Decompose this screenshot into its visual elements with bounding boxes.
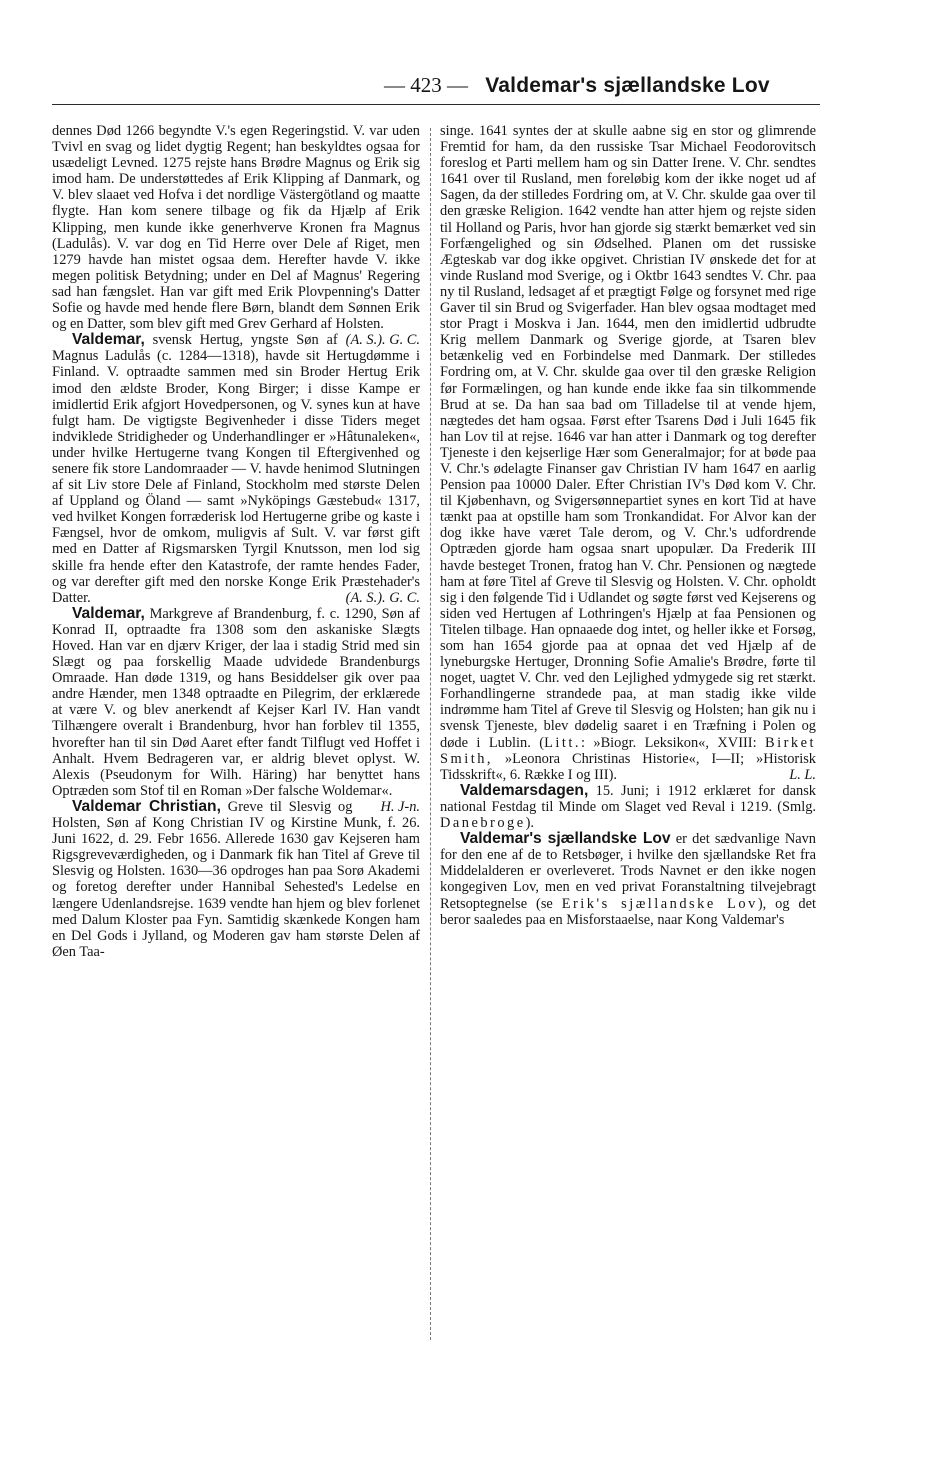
entry-text: Markgreve af Brandenburg, f. c. 1290, Søn af Konrad II, optraadte fra 1308 som den askaniske Slægts Hoved. Han var en djærv Kriger, der laa i stadig Strid med sin Slægt og paa forskellig Maade udvidede Brandenburgs Omraade. Han døde 1319, og hans Besiddelser gik over paa andre Hænder, men 1348 optraadte en Pilegrim, der erklærede at være V. og blev anerkendt af Kejser Karl IV. Han vandt Tilhængere overalt i Brandenburg, hvor han forblev til 1355, hvorefter han til sin Død Aaret efter fandt Tilflugt ved Hoffet i Anhalt. Hvem Bedrageren var, er aldrig blevet oplyst. W. Alexis (Pseudonym for Wilh. Häring) har benyttet hans Optræden som Stof til en Roman »Der falsche Woldemar«. [52, 605, 420, 799]
left-column [52, 123, 420, 960]
continuation-text: dennes Død 1266 begyndte V.'s egen Regeringstid. V. var uden Tvivl en svag og lidet dygtig Regent; han beskyldtes ogsaa for usædeligt Levned. 1275 rejste hans Brødre Magnus og Erik sig imod ham. De understøttedes af Erik Klipping af Danmark, og V. blev slaaet ved Hofva i det nordlige Västergötland og maatte flygte. Han kom senere tilbage og fik da Hjælp af Erik Klipping, men kunde ikke generhverve Kronen fra Magnus (Ladulås). V. var dog en Tid Herre over Dele af Riget, men 1279 havde han mistet ogsaa dem. Herefter havde V. ikke megen politisk Betydning; under en Del af Magnus' Regering sad han fængslet. Han var gift med Erik Plovpenning's Datter Sofie og havde med hende flere Børn, blandt dem Sønnen Erik og en Datter, som blev gift med Grev Gerhard af Holsten. [52, 123, 420, 333]
entry-text: 15. Juni; i 1912 erklæret for dansk national Festdag til Minde om Slaget ved Reval i 1219. (Smlg. [440, 782, 816, 815]
literature-label: Litt. [544, 734, 581, 751]
signature: (A. S.). G. C. [345, 332, 420, 349]
continuation-paragraph [440, 123, 816, 783]
header-rule [52, 104, 820, 105]
entry-valdemars-sjaellandske-lov [440, 831, 816, 928]
entry-valdemar-hertug [52, 332, 420, 606]
column-divider [430, 128, 431, 1340]
cross-reference: Erik's sjællandske Lov [561, 895, 758, 912]
page-number: — 423 — [384, 73, 468, 97]
signature: H. J-n. [380, 798, 420, 815]
headword: Valdemar, [72, 331, 145, 349]
continuation-text: singe. 1641 syntes der at skulle aabne sig en stor og glimrende Fremtid for ham, da den russiske Tsar Michael Feodorovitsch foreslog et Parti mellem ham og sin Datter Irene. V. Chr. sendtes 1641 over til Rusland, men foreløbig kom der ikke noget ud af Sagen, da der stilledes Fordring om, at V. Chr. skulde gaa over til den græske Religion. 1642 vendte han atter hjem og rejste siden til Holland og Paris, hvor han gjorde sig stærkt bemærket ved sin Forfængelighed og sin Ødselhed. Planen om det russiske Ægteskab var dog ikke opgivet. Christian IV ønskede det for at vinde Rusland mod Sverige, og i Oktbr 1643 sendtes V. Chr. paa ny til Rusland, ledsaget af et prægtigt Følge og forsynet med rige Gaver til sin Brud og Svigerfader. Han blev ogsaa modtaget med stor Pragt i Moskva i Jan. 1644, men den imidlertid udbrudte Krig mellem Danmark og Sverige gjorde, at Tsaren blev betænkelig ved en Forbindelse med Danmark. Der stilledes Fordring om, at V. Chr. skulde gaa over til den græske Religion før Formælingen, og han kunde ende ikke faa sin tilkommende Brud at se. Da han saa bad om Tilladelse til at vende hjem, nægtedes det ham ogsaa. Først efter Tsarens Død i Juli 1645 fik han Lov til at rejse. 1646 var han atter i Danmark og tog derefter Tjeneste i den kejserlige Hær som Generalmajor; for at bøde paa V. Chr.'s ødelagte Finanser gav Christian IV ham 1647 en aarlig Pension paa 10000 Daler. Efter Christian IV's Død kom V. Chr. til Kjøbenhavn, og Svigersønnepartiet synes en kort Tid at have tænkt paa at opstille ham som Tronkandidat. For Alvor kan der dog ikke have været Tale derom, og V. Chr.'s udfordrende Optræden gjorde ham ogsaa snart upopulær. Da Frederik III havde besteget Tronen, fratog han V. Chr. Pensionen og nægtede ham at føre Titel af Greve til Slesvig og Holsten. V. Chr. opholdt sig i den følgende Tid i Udlandet og søgte først ved Kejserens og siden ved Hertugen af Lothringen's Hjælp at faa Pensionen og Titelen tilbage. Han opnaaede dog intet, og heller ikke et Forsøg, som han 1654 gjorde paa at opnaa det ved Hjælp af de lyneburgske Hertuger, Dronning Sofie Amalie's Brødre, førte til noget, uagtet V. Chr. ved den Lejlighed ydmygede sig ret stærkt. Forhandlingerne strandede paa, at man stadig ikke vilde indrømme ham Titel af Greve til Slesvig og Holsten; han gik nu i svensk Tjeneste, blev dødelig saaret i en Træfning i Polen og døde i Lublin. ( [440, 123, 816, 751]
signature: (A. S.). G. C. [345, 589, 420, 606]
headword: Valdemar Christian, [72, 797, 221, 815]
continuation-tail: : »Biogr. Leksikon«, XVIII: [580, 734, 766, 751]
entry-text: Greve til Slesvig og Holsten, Søn af Kong Christian IV og Kirstine Munk, f. 26. Juni 1622, d. 29. Febr 1656. Allerede 1630 gav Kejseren ham Rigsgreveværdigheden, og i Danmark fik han Titel af Greve til Slesvig og Holsten. 1630—36 opdroges han paa Sorø Akademi og foretog derefter under Hannibal Sehested's Ledelse en længere Udenlandsrejse. 1639 vendte han hjem og blev forlenet med Dalum Kloster paa Fyn. Samtidig skænkede Kongen ham en Del Gods i Jylland, og Moderen gav ham største Delen af Øen Taa- [52, 798, 420, 960]
entry-text-end: ). [525, 815, 535, 832]
entry-valdemar-christian [52, 799, 420, 960]
cross-reference: Danebroge [440, 815, 526, 832]
running-head: Valdemar's sjællandske Lov [485, 74, 770, 97]
headword: Valdemar, [72, 604, 145, 622]
headword: Valdemar's sjællandske Lov [460, 830, 671, 848]
headword: Valdemarsdagen, [460, 781, 589, 799]
signature: L. L. [789, 766, 816, 783]
entry-valdemarsdagen [440, 783, 816, 831]
right-column [440, 123, 816, 928]
page-header [384, 68, 814, 102]
entry-text: er det sædvanlige Navn for den ene af de to Retsbøger, i hvilke den sjællandske Ret fra Middelalderen er overleveret. Trods Navnet er den ikke nogen kongegiven Lov, men en ved privat Foranstaltning tilvejebragt Retsoptegnelse (se [440, 831, 816, 912]
entry-text: svensk Hertug, yngste Søn af Magnus Ladulås (c. 1284—1318), havde sit Hertugdømme i Finland. V. optraadte sammen med sin Broder Hertug Erik imod den ældste Broder, Kong Birger; i disse Kampe er imidlertid Erik afgjort Hovedpersonen, og V. synes kun at have fulgt ham. De vigtigste Begivenheder i disse Tiders meget indviklede Stridigheder og Underhandlinger er »Hâtunaleken«, under hvilke Hertugerne tvang Kongen til Eftergivenhed og senere fik store Landomraader — V. havde henimod Slutningen af sit Liv store Dele af Finland, Stockholm med største Delen af Uppland og Öland — samt »Nyköpings Gæstebud« 1317, ved hvilket Kongen forræderisk lod Hertugerne gribe og kaste i Fængsel, hvor de omkom, muligvis af Sult. V. var først gift med en Datter af Rigsmarsken Tyrgil Knutsson, men lod sig skille fra hende efter den Katastrofe, der ramte hendes Fader, og var derefter gift med den norske Konge Erik Præstehader's Datter. [52, 332, 420, 606]
literature-author: Birket Smith, [440, 734, 816, 767]
entry-text-end: ), og det beror saaledes paa en Misforstaaelse, naar Kong Valdemar's [440, 895, 816, 928]
continuation-end: »Leonora Christinas Historie«, I—II; »Historisk Tidsskrift«, 6. Række I og III). [440, 750, 816, 783]
